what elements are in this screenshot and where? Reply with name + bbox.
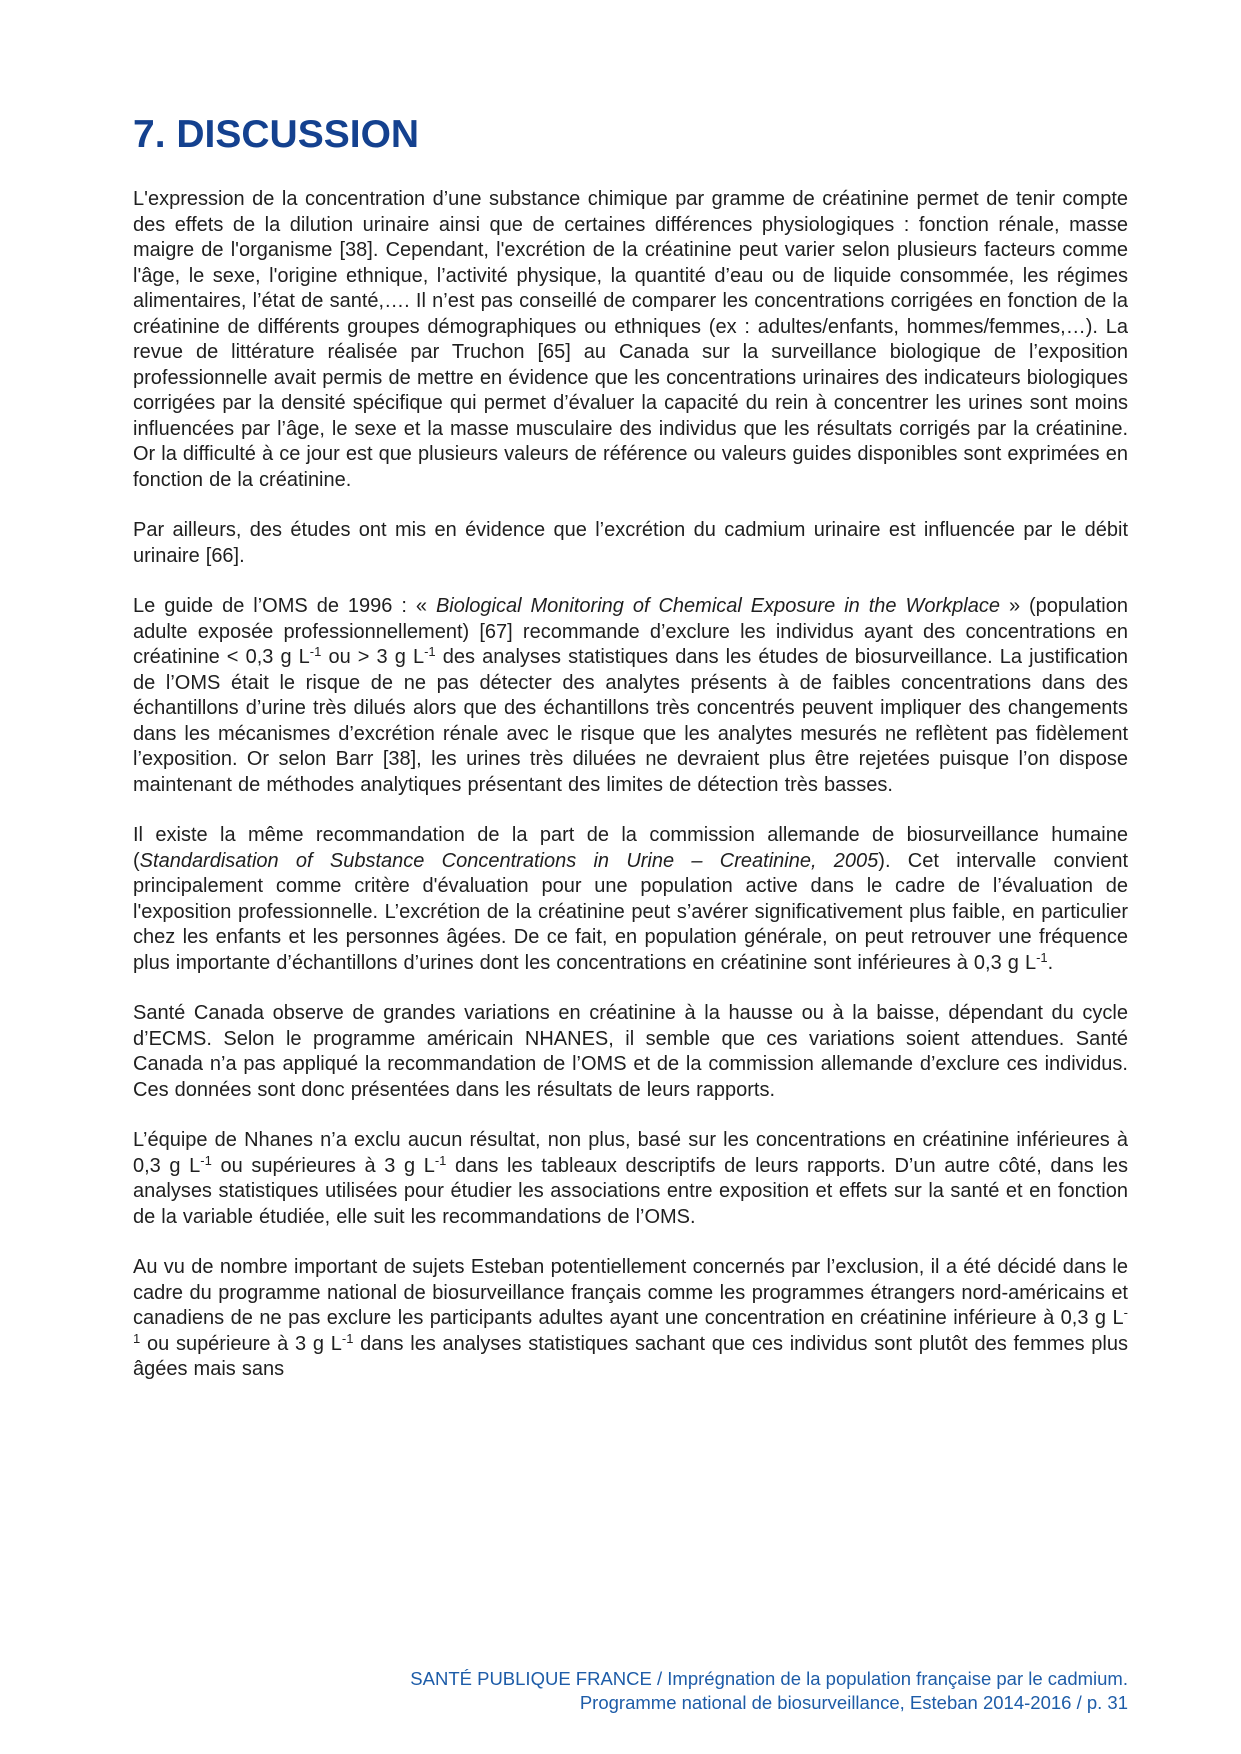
section-title: 7. DISCUSSION <box>133 113 420 156</box>
body-text: Santé Canada observe de grandes variations en créatinine à la hausse ou à la baisse, dépendant du cycle d’ECMS. Selon le programme américain NHANES, il semble que ces variations soient attendues. Santé Canada n’a pas appliqué la recommandation de l’OMS et de la commission allemande d’exclure ces individus. Ces données sont donc présentées dans les résultats de leurs rapports. <box>133 1002 1128 1101</box>
body-text: dans les analyses statistiques sachant que ces individus sont plutôt des femmes plus âgées mais sans <box>133 1332 1128 1380</box>
body-text: Au vu de nombre important de sujets Esteban potentiellement concernés par l’exclusion, il a été décidé dans le cadre du programme national de biosurveillance français comme les programmes étrangers nord-américains et canadiens de ne pas exclure les participants adultes ayant une concentration en créatinine inférieure à 0,3 g L <box>133 1256 1128 1329</box>
superscript-text: -1 <box>1036 949 1048 965</box>
superscript-text: -1 <box>309 644 322 659</box>
page-footer <box>410 1667 1128 1714</box>
superscript-text: -1 <box>200 1152 212 1168</box>
paragraph <box>133 518 1128 569</box>
body-text: Il existe la même recommandation de la part de la commission allemande de biosurveillance humaine ( <box>133 824 1128 872</box>
body-text: ou supérieure à 3 g L <box>140 1332 342 1355</box>
paragraph <box>133 823 1128 976</box>
paragraph <box>133 594 1128 798</box>
superscript-text: -1 <box>341 1330 354 1346</box>
body-text: Le guide de l’OMS de 1996 : « <box>133 595 436 617</box>
body-text: L'expression de la concentration d’une substance chimique par gramme de créatinine permet de tenir compte des effets de la dilution urinaire ainsi que de certaines différences physiologiques : fonction rénale, masse maigre de l'organisme [38]. Cependant, l'excrétion de la créatinine peut varier selon plusieurs facteurs comme l'âge, le sexe, l'origine ethnique, l’activité physique, la quantité d’eau ou de liquide consommée, les régimes alimentaires, l’état de santé,…. Il n’est pas conseillé de comparer les concentrations corrigées en fonction de la créatinine de différents groupes démographiques ou ethniques (ex : adultes/enfants, hommes/femmes,…). La revue de littérature réalisée par Truchon [65] au Canada sur la surveillance biologique de l’exposition professionnelle avait permis de mettre en évidence que les concentrations urinaires des indicateurs biologiques corrigées par la densité spécifique qui permet d’évaluer la capacité du rein à concentrer les urines sont moins influencées par l’âge, le sexe et la masse musculaire des individus que les résultats corrigés par la créatinine. Or la difficulté à ce jour est que plusieurs valeurs de référence ou valeurs guides disponibles sont exprimées en fonction de la créatinine. <box>133 188 1128 491</box>
document-body <box>133 187 1128 1383</box>
superscript-text: -1 <box>133 1305 1128 1346</box>
body-text: dans les tableaux descriptifs de leurs rapports. D’un autre côté, dans les analyses statistiques utilisées pour étudier les associations entre exposition et effets sur la santé et en fonction de la variable étudiée, elle suit les recommandations de l’OMS. <box>133 1154 1128 1228</box>
body-text: ). Cet intervalle convient principalement comme critère d'évaluation pour une population active dans le cadre de l’évaluation de l'exposition professionnelle. L’excrétion de la créatinine peut s’avérer significativement plus faible, en particulier chez les enfants et les personnes âgées. De ce fait, en population générale, on peut retrouver une fréquence plus importante d’échantillons d’urines dont les concentrations en créatinine sont inférieures à 0,3 g L <box>133 849 1129 974</box>
paragraph <box>133 1001 1128 1103</box>
paragraph <box>133 1255 1128 1383</box>
paragraph <box>133 1128 1128 1230</box>
body-text: Par ailleurs, des études ont mis en évidence que l’excrétion du cadmium urinaire est influencée par le débit urinaire [66]. <box>133 519 1128 567</box>
body-text: ou > 3 g L <box>321 646 425 668</box>
superscript-text: -1 <box>434 1152 447 1168</box>
body-text: ou supérieures à 3 g L <box>211 1154 435 1177</box>
italic-text: Standardisation of Substance Concentrations in Urine – Creatinine, 2005 <box>139 849 879 872</box>
footer-line-publication: SANTÉ PUBLIQUE FRANCE / Imprégnation de la population française par le cadmium. <box>410 1668 1128 1689</box>
body-text: L’équipe de Nhanes n’a exclu aucun résultat, non plus, basé sur les concentrations en créatinine inférieures à 0,3 g L <box>133 1129 1128 1177</box>
superscript-text: -1 <box>424 644 436 659</box>
paragraph <box>133 187 1128 493</box>
body-text: des analyses statistiques dans les études de biosurveillance. La justification de l’OMS était le risque de ne pas détecter des analytes présents à de faibles concentrations dans des échantillons d’urine très dilués alors que des échantillons très concentrés peuvent impliquer des changements dans les mécanismes d’excrétion rénale avec le risque que les analytes mesurés ne reflètent pas fidèlement l’exposition. Or selon Barr [38], les urines très diluées ne devraient plus être rejetées puisque l’on dispose maintenant de méthodes analytiques présentant des limites de détection très basses. <box>133 646 1129 796</box>
italic-text: Biological Monitoring of Chemical Exposure in the Workplace <box>435 595 1000 617</box>
body-text: » (population adulte exposée professionnellement) [67] recommande d’exclure les individus ayant des concentrations en créatinine < 0,3 g L <box>133 595 1128 668</box>
footer-line-program-page: Programme national de biosurveillance, Esteban 2014-2016 / p. 31 <box>579 1691 1128 1713</box>
document-content <box>133 112 1128 1383</box>
body-text: . <box>1047 951 1054 974</box>
